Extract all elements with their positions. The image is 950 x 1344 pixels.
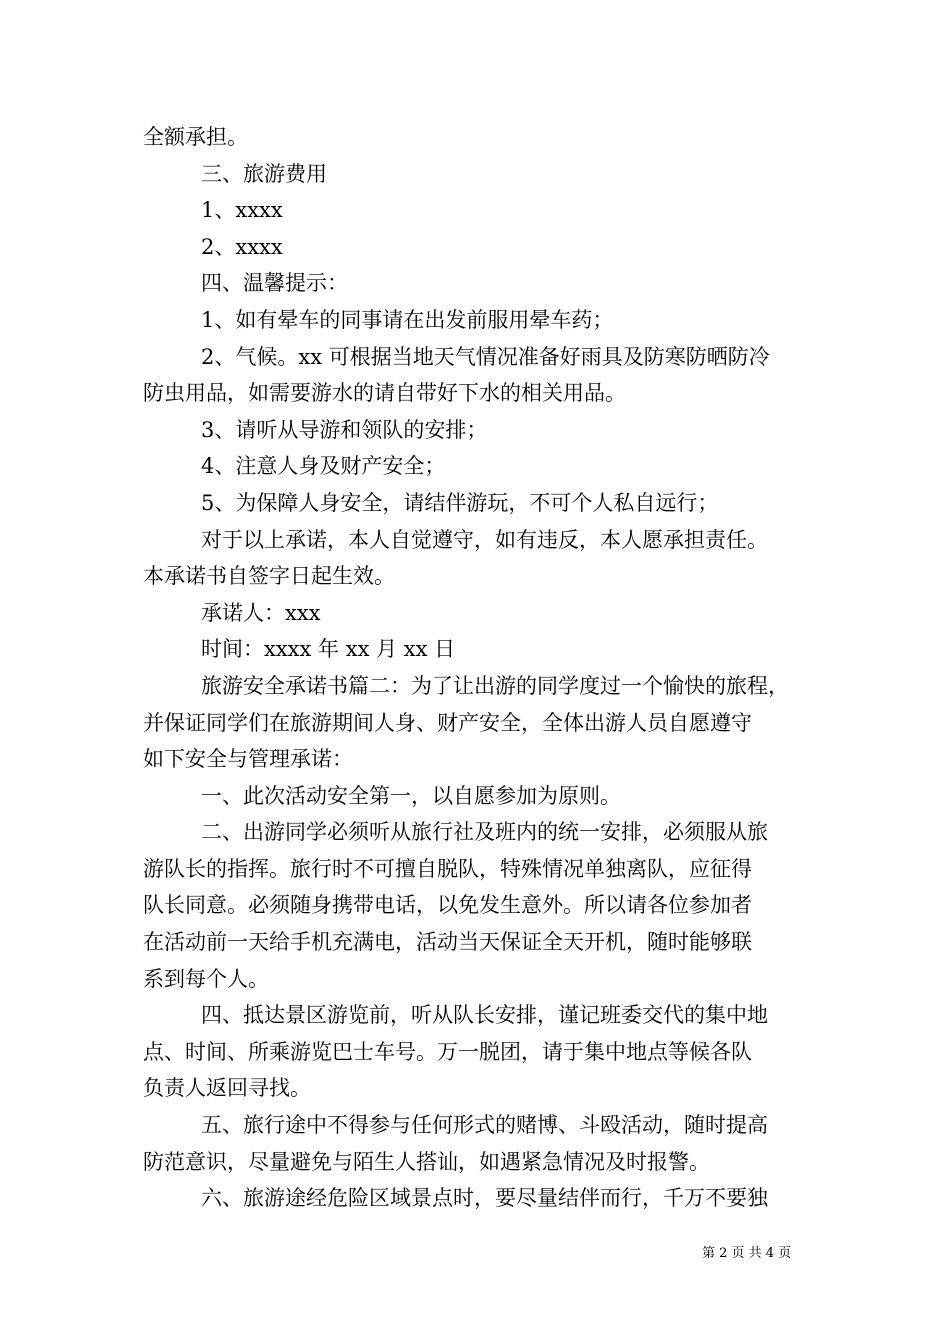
- page-number: 第 2 页 共 4 页: [702, 1246, 792, 1261]
- paragraph-line: 五、旅行途中不得参与任何形式的赌博、斗殴活动，随时提高: [201, 1113, 768, 1138]
- document-body: [143, 119, 807, 1217]
- paragraph-line: 对于以上承诺，本人自觉遵守，如有违反，本人愿承担责任。: [201, 527, 768, 552]
- text-line: 游队长的指挥。旅行时不可擅自脱队，特殊情况单独离队，应征得: [143, 856, 752, 881]
- list-item: 5、为保障人身安全，请结伴游玩，不可个人私自远行；: [201, 490, 719, 515]
- list-item: 4、注意人身及财产安全；: [201, 454, 446, 479]
- paragraph-line: 旅游安全承诺书篇二：为了让出游的同学度过一个愉快的旅程，: [201, 673, 789, 698]
- paragraph-line: 四、抵达景区游览前，听从队长安排，谨记班委交代的集中地: [201, 1003, 768, 1028]
- text-line: 系到每个人。: [143, 966, 269, 991]
- text-line: 本承诺书自签字日起生效。: [143, 564, 395, 589]
- paragraph-line: 一、此次活动安全第一，以自愿参加为原则。: [201, 783, 621, 808]
- section-heading: 四、温馨提示：: [201, 271, 348, 296]
- date-line: 时间：xxxx 年 xx 月 xx 日: [201, 637, 456, 662]
- signatory-line: 承诺人：xxx: [201, 600, 321, 625]
- text-line: 在活动前一天给手机充满电，活动当天保证全天开机，随时能够联: [143, 930, 752, 955]
- section-heading: 三、旅游费用: [201, 161, 327, 186]
- list-item: 2、气候。xx 可根据当地天气情况准备好雨具及防寒防晒防冷: [201, 344, 770, 369]
- paragraph-line: 六、旅游途经危险区域景点时，要尽量结伴而行，千万不要独: [201, 1186, 768, 1211]
- text-line: 队长同意。必须随身携带电话，以免发生意外。所以请各位参加者: [143, 893, 752, 918]
- text-line: 防范意识，尽量避免与陌生人搭讪，如遇紧急情况及时报警。: [143, 1149, 710, 1174]
- list-item: 1、如有晕车的同事请在出发前服用晕车药；: [201, 307, 614, 332]
- text-line: 并保证同学们在旅游期间人身、财产安全，全体出游人员自愿遵守: [143, 710, 752, 735]
- text-line: 负责人返回寻找。: [143, 1076, 311, 1101]
- text-line: 点、时间、所乘游览巴士车号。万一脱团，请于集中地点等候各队: [143, 1039, 752, 1064]
- text-line: 防虫用品，如需要游水的请自带好下水的相关用品。: [143, 381, 626, 406]
- list-item: 1、xxxx: [201, 198, 283, 223]
- list-item: 2、xxxx: [201, 234, 283, 259]
- list-item: 3、请听从导游和领队的安排；: [201, 417, 488, 442]
- paragraph-line: 二、出游同学必须听从旅行社及班内的统一安排，必须服从旅: [201, 820, 768, 845]
- text-line: 全额承担。: [143, 125, 248, 149]
- text-line: 如下安全与管理承诺：: [143, 747, 353, 772]
